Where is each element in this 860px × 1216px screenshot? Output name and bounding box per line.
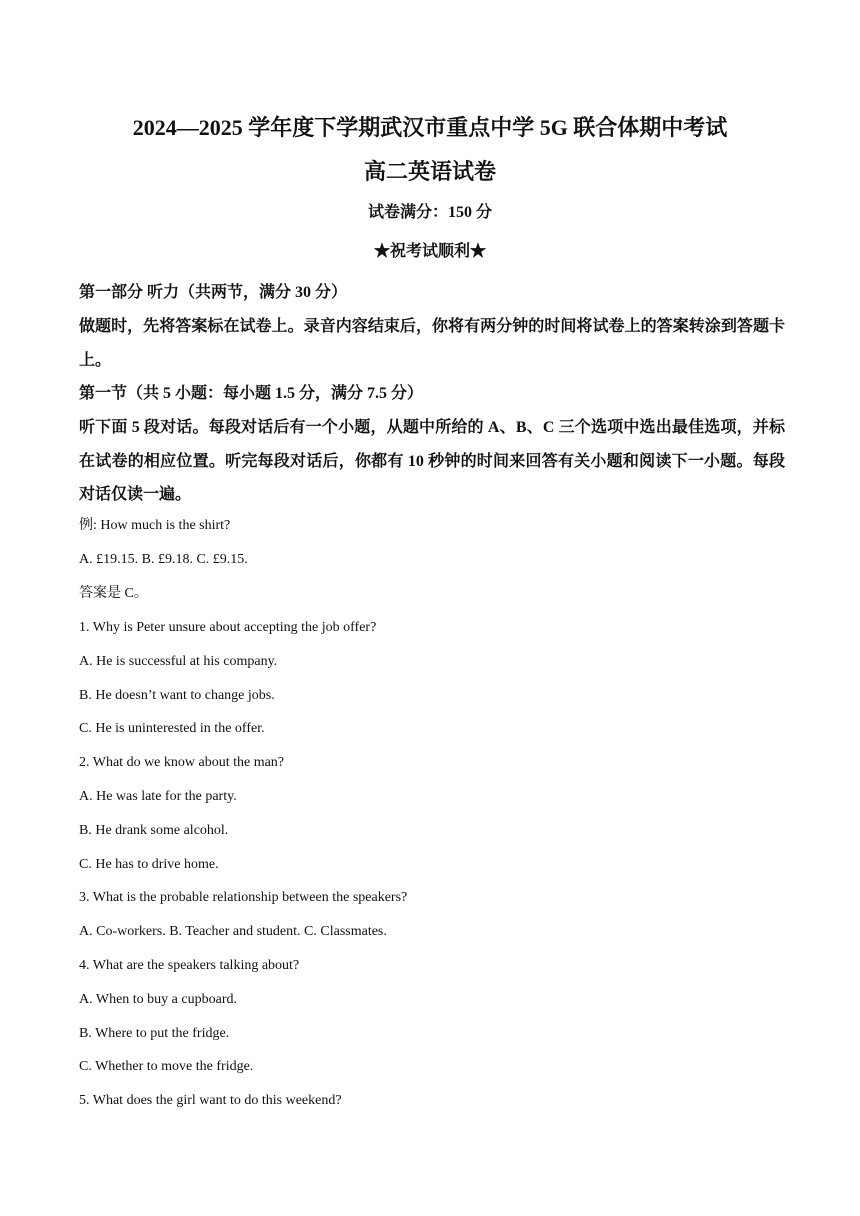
- example-options: A. £19.15. B. £9.18. C. £9.15.: [79, 552, 248, 567]
- option-b: B. Where to put the fridge.: [79, 1026, 230, 1041]
- question-stem: 1. Why is Peter unsure about accepting the job offer?: [79, 620, 377, 635]
- option-b: B. He drank some alcohol.: [79, 823, 229, 838]
- example-question: 例: How much is the shirt?: [79, 518, 231, 533]
- full-score: 试卷满分：150 分: [367, 204, 492, 221]
- option-a: A. When to buy a cupboard.: [79, 992, 237, 1007]
- section1-heading: 第一节（共 5 小题：每小题 1.5 分，满分 7.5 分）: [79, 385, 424, 402]
- exam-subtitle: 高二英语试卷: [363, 159, 496, 184]
- good-luck-wish: ★祝考试顺利★: [373, 243, 486, 260]
- example-answer: 答案是 C。: [79, 586, 148, 601]
- section1-instruction: 听下面 5 段对话。每段对话后有一个小题，从题中所给的 A、B、C 三个选项中选出最佳选项，并标在试卷的相应位置。听完每段对话后，你都有 10 秒钟的时间来回答有关小题和阅读下一小题。每段对话仅读一遍。: [79, 419, 785, 503]
- option-a: A. He is successful at his company.: [79, 654, 278, 669]
- option-c: C. He has to drive home.: [79, 857, 219, 872]
- inline-options: A. Co-workers. B. Teacher and student. C. Classmates.: [79, 924, 387, 939]
- question-stem: 5. What does the girl want to do this weekend?: [79, 1093, 342, 1108]
- part1-heading: 第一部分 听力（共两节，满分 30 分）: [79, 284, 348, 301]
- option-b: B. He doesn’t want to change jobs.: [79, 688, 275, 703]
- question-stem: 2. What do we know about the man?: [79, 755, 285, 770]
- exam-title: 2024—2025 学年度下学期武汉市重点中学 5G 联合体期中考试: [132, 115, 728, 140]
- question-stem: 4. What are the speakers talking about?: [79, 958, 300, 973]
- option-a: A. He was late for the party.: [79, 789, 237, 804]
- option-c: C. Whether to move the fridge.: [79, 1059, 254, 1074]
- option-c: C. He is uninterested in the offer.: [79, 721, 265, 736]
- question-stem: 3. What is the probable relationship between the speakers?: [79, 890, 408, 905]
- part1-instruction: 做题时，先将答案标在试卷上。录音内容结束后，你将有两分钟的时间将试卷上的答案转涂到答题卡上。: [79, 318, 785, 369]
